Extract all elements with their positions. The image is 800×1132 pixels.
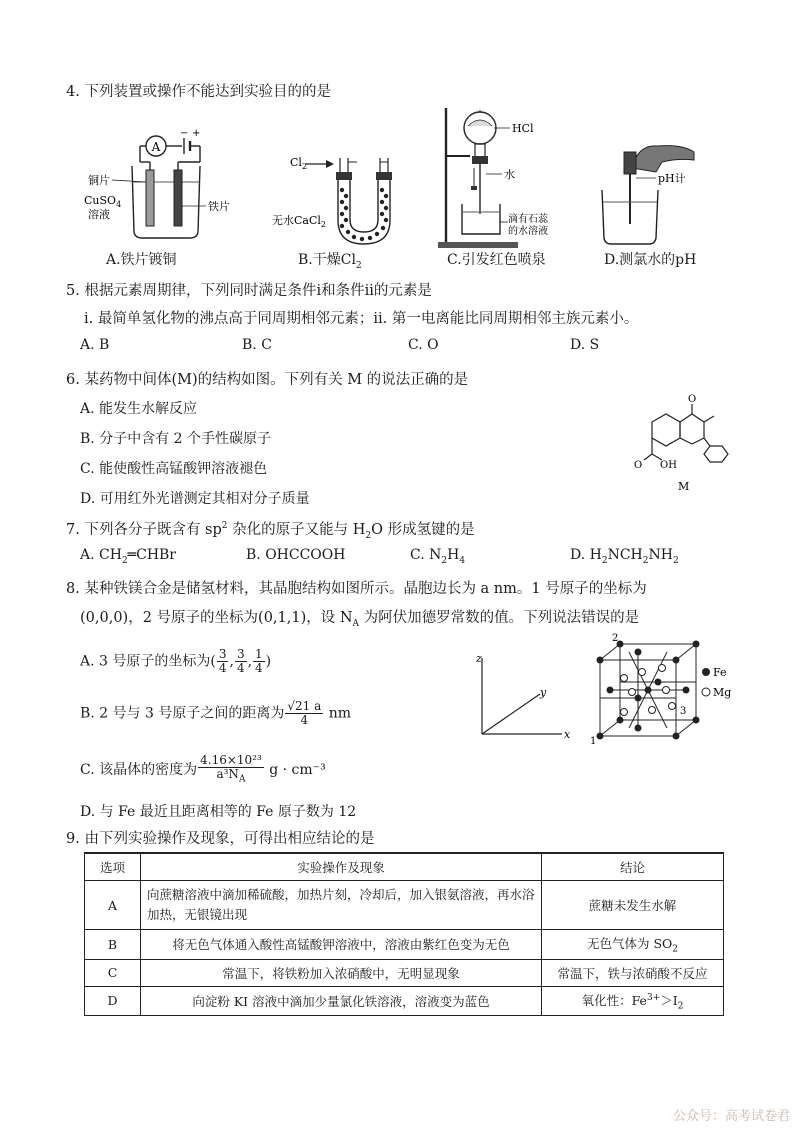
table-row: D 向淀粉 KI 溶液中滴加少量氯化铁溶液，溶液变为蓝色 氧化性：$Fe^{3+}>I_2$ [85,986,724,1016]
svg-text:O: O [634,460,643,471]
q4-figure-b [262,150,412,250]
svg-text:的水溶液: 的水溶液 [508,226,548,237]
q5-stem: 5. 根据元素周期律，下列同时满足条件ⅰ和条件ⅱ的元素是 [66,283,432,299]
atom-3-label: 3 [680,706,687,717]
q4-caption-c: C.引发红色喷泉 [447,252,546,268]
svg-text:CuSO4: CuSO$_4$ [84,194,122,209]
fe-legend: Fe [713,666,727,679]
q9-table [84,852,724,1016]
table-header-row [85,853,724,881]
q7-option-c: C. $N_2H_4$ [410,547,466,566]
z-axis-label: z [476,652,482,665]
q9-stem: 9. 由下列实验操作及现象，可得出相应结论的是 [66,831,375,847]
q4-caption-a: A.铁片镀铜 [106,252,177,268]
svg-text:Cl2: $Cl_2$ [290,156,308,171]
table-row: B 将无色气体通入酸性高锰酸钾溶液中，溶液由紫红色变为无色 无色气体为 $SO_2$ [85,930,724,960]
svg-text:滴有石蕊: 滴有石蕊 [508,214,548,225]
carbonyl-o: O [688,394,697,405]
x-axis-label: x [564,728,571,741]
copper-label: 铜片 [88,174,110,187]
q7-option-d: D. $H_2NCH_2NH_2$ [570,547,679,566]
q7-option-a: A. $CH_2═CHBr$ [80,547,177,566]
q5-option-a: A. B [80,337,110,353]
q4-figure-a [82,126,242,248]
q5-option-d: D. S [570,337,600,353]
q6-option-d: D. 可用红外光谱测定其相对分子质量 [80,491,310,507]
watermark: 公众号：高考试卷君 [672,1109,790,1124]
y-axis-label: y [540,686,547,699]
q4-caption-d: D.测氯水的pH [604,252,697,268]
water-label: 水 [504,168,515,181]
q7-stem: 7. 下列各分子既含有 $sp^2$ 杂化的原子又能与 $H_2O$ 形成氢键的是 [66,521,475,541]
q8-stem-line2: (0,0,0)，2 号原子的坐标为(0,1,1)，设 $N_A$ 为阿伏加德罗常数的值。下列说法错误的是 [80,610,640,629]
q7-option-b: B. OHCCOOH [246,547,346,563]
mg-legend: Mg [713,686,732,699]
meter-label: A [151,140,161,154]
q5-option-c: C. O [408,337,439,353]
q6-option-b: B. 分子中含有 2 个手性碳原子 [80,431,271,447]
header-operation: 实验操作及现象 [141,853,542,881]
atom-1-label: 1 [590,736,597,747]
q6-option-c: C. 能使酸性高锰酸钾溶液褪色 [80,461,268,477]
atom-2-label: 2 [612,633,619,644]
q5-option-b: B. C [242,337,272,353]
iron-label: 铁片 [208,200,230,213]
table-row: C 常温下，将铁粉加入浓硝酸中，无明显现象 常温下，铁与浓硝酸不反应 [85,959,724,986]
q8-option-a: A. 3 号原子的坐标为( $\frac{3}{4}$ , $\frac{3}{4}$ , $\frac{1}{4}$ ) [80,647,272,675]
table-row: A 向蔗糖溶液中滴加稀硫酸，加热片刻，冷却后，加入银氨溶液，再水浴加热，无银镜出现 蔗糖未发生水解 [85,881,724,930]
hcl-label: HCl [512,122,534,135]
ph-meter-label: pH计 [658,172,686,185]
q8-option-c: C. 该晶体的密度为 $\frac{\text{4.16×10²³}}{a^3N_A}$ g · cm⁻³ [80,753,326,785]
svg-text:+: + [192,128,201,139]
q6-structure-m [630,392,730,496]
structure-label: M [678,480,690,493]
q8-axes [470,650,574,744]
q8-option-d: D. 与 Fe 最近且距离相等的 Fe 原子数为 12 [80,804,357,820]
svg-text:无水CaCl2: 无水CaCl$_2$ [272,214,327,229]
q8-unit-cell [586,632,736,748]
q8-stem-line1: 8. 某种铁镁合金是储氢材料，其晶胞结构如图所示。晶胞边长为 a nm。1 号原子的坐标为 [66,581,647,597]
q4-stem: 4. 下列装置或操作不能达到实验目的的是 [66,84,331,100]
header-conclusion: 结论 [542,853,724,881]
q4-caption-b: B.干燥$Cl_2$ [298,252,362,271]
q6-stem: 6. 某药物中间体(M)的结构如图。下列有关 M 的说法正确的是 [66,372,469,388]
q6-option-a: A. 能发生水解反应 [80,401,198,417]
q4-figure-c [430,104,580,250]
solution-label: 溶液 [88,208,110,221]
q4-figure-d [598,138,708,250]
svg-text:−: − [180,128,189,139]
hydroxyl-label: OH [660,460,677,471]
header-option: 选项 [85,853,141,881]
q5-conditions: ⅰ. 最简单氢化物的沸点高于同周期相邻元素；ⅱ. 第一电离能比同周期相邻主族元素小。 [84,311,639,327]
q8-option-b: B. 2 号与 3 号原子之间的距离为 $\frac{√21 a}{4}$ nm [80,699,351,727]
